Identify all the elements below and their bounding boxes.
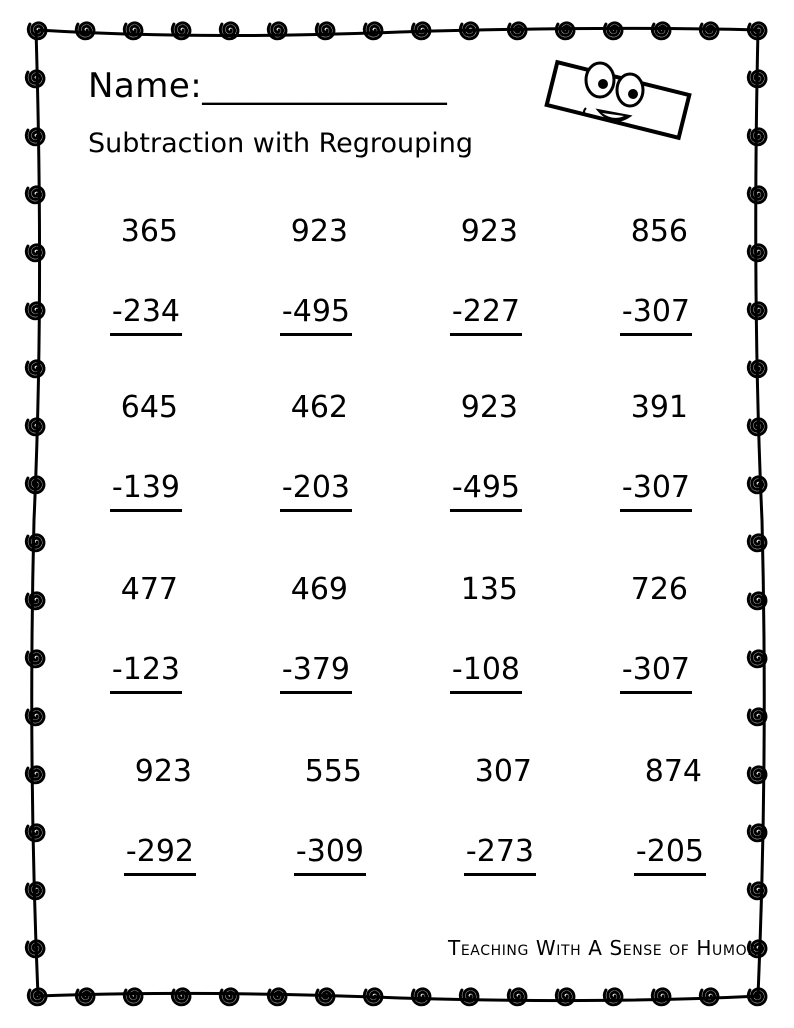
- swirl-icon: [460, 989, 478, 1005]
- worksheet-title: Subtraction with Regrouping: [88, 128, 473, 159]
- minuend: 923: [460, 390, 518, 425]
- swirl-icon: [700, 989, 718, 1005]
- minuend: 923: [460, 214, 518, 249]
- swirl-icon: [172, 23, 190, 39]
- swirl-icon: [748, 361, 766, 377]
- minuend: 462: [290, 390, 348, 425]
- swirl-icon: [26, 651, 44, 667]
- subtrahend: -495: [280, 292, 352, 336]
- swirl-icon: [748, 129, 766, 145]
- swirl-icon: [748, 593, 766, 609]
- swirl-icon: [460, 23, 478, 39]
- subtrahend: -108: [450, 650, 522, 694]
- swirl-icon: [364, 989, 382, 1005]
- swirl-icon: [220, 23, 238, 39]
- minuend: 307: [474, 754, 532, 789]
- swirl-icon: [748, 535, 766, 551]
- subtraction-problem: [60, 212, 200, 336]
- swirl-icon: [26, 361, 44, 377]
- subtrahend: -307: [620, 468, 692, 512]
- swirl-icon: [508, 23, 526, 39]
- subtraction-problem: [230, 212, 370, 336]
- swirl-icon: [26, 477, 44, 493]
- subtrahend: -234: [110, 292, 182, 336]
- subtrahend: -307: [620, 292, 692, 336]
- swirl-icon: [604, 989, 622, 1005]
- subtraction-problem: [570, 388, 710, 512]
- subtrahend: -307: [620, 650, 692, 694]
- subtrahend: -123: [110, 650, 182, 694]
- subtrahend: -309: [294, 832, 366, 876]
- subtraction-problem: [400, 388, 540, 512]
- swirl-icon: [700, 23, 718, 39]
- swirl-icon: [556, 23, 574, 39]
- subtraction-problem: [74, 752, 214, 876]
- swirl-icon: [76, 989, 94, 1005]
- minuend: 726: [630, 572, 688, 607]
- swirl-icon: [748, 303, 766, 319]
- subtraction-problem: [584, 752, 724, 876]
- minuend: 645: [120, 390, 178, 425]
- minuend: 874: [644, 754, 702, 789]
- subtrahend: -227: [450, 292, 522, 336]
- subtraction-problem: [60, 388, 200, 512]
- swirl-icon: [748, 187, 766, 203]
- swirl-icon: [172, 989, 190, 1005]
- swirl-icon: [748, 71, 766, 87]
- minuend: 555: [304, 754, 362, 789]
- swirl-icon: [26, 941, 44, 957]
- subtrahend: -139: [110, 468, 182, 512]
- swirl-icon: [124, 23, 142, 39]
- swirl-icon: [26, 767, 44, 783]
- swirl-icon: [26, 187, 44, 203]
- swirl-icon: [268, 989, 286, 1005]
- swirl-icon: [748, 883, 766, 899]
- subtraction-problem: [230, 388, 370, 512]
- swirl-icon: [26, 535, 44, 551]
- swirl-icon: [748, 709, 766, 725]
- subtraction-problem: [400, 212, 540, 336]
- subtrahend: -205: [634, 832, 706, 876]
- swirl-icon: [26, 71, 44, 87]
- swirl-icon: [748, 825, 766, 841]
- swirl-icon: [748, 23, 766, 39]
- smiling-rectangle-mascot-icon: [538, 50, 698, 150]
- minuend: 365: [120, 214, 178, 249]
- swirl-icon: [412, 23, 430, 39]
- subtrahend: -379: [280, 650, 352, 694]
- swirl-icon: [412, 989, 430, 1005]
- swirl-icon: [748, 245, 766, 261]
- subtraction-problem: [400, 570, 540, 694]
- minuend: 469: [290, 572, 348, 607]
- subtraction-problem: [60, 570, 200, 694]
- subtraction-problem: [414, 752, 554, 876]
- swirl-icon: [28, 989, 46, 1005]
- swirl-icon: [748, 419, 766, 435]
- swirl-icon: [26, 709, 44, 725]
- swirl-icon: [604, 23, 622, 39]
- subtraction-problem: [570, 570, 710, 694]
- swirl-icon: [76, 23, 94, 39]
- swirl-icon: [26, 593, 44, 609]
- subtraction-problem: [244, 752, 384, 876]
- swirl-icon: [26, 129, 44, 145]
- swirl-icon: [26, 245, 44, 261]
- subtraction-problem: [230, 570, 370, 694]
- swirl-icon: [26, 419, 44, 435]
- swirl-icon: [26, 883, 44, 899]
- minuend: 477: [120, 572, 178, 607]
- subtraction-problem: [570, 212, 710, 336]
- swirl-icon: [220, 989, 238, 1005]
- swirl-icon: [556, 989, 574, 1005]
- swirl-icon: [26, 825, 44, 841]
- border-line: [756, 30, 765, 996]
- minuend: 923: [134, 754, 192, 789]
- swirl-icon: [364, 23, 382, 39]
- subtrahend: -292: [124, 832, 196, 876]
- subtrahend: -203: [280, 468, 352, 512]
- border-line: [32, 30, 40, 996]
- swirl-icon: [748, 989, 766, 1005]
- swirl-icon: [28, 23, 46, 39]
- subtrahend: -273: [464, 832, 536, 876]
- swirl-icon: [316, 23, 334, 39]
- subtrahend: -495: [450, 468, 522, 512]
- minuend: 923: [290, 214, 348, 249]
- swirl-icon: [748, 651, 766, 667]
- minuend: 856: [630, 214, 688, 249]
- minuend: 135: [460, 572, 518, 607]
- swirl-icon: [508, 989, 526, 1005]
- swirl-icon: [316, 989, 334, 1005]
- swirl-icon: [748, 767, 766, 783]
- swirl-icon: [124, 989, 142, 1005]
- swirl-icon: [26, 303, 44, 319]
- name-field-label: Name:______________: [88, 66, 448, 106]
- swirl-icon: [652, 989, 670, 1005]
- swirl-icon: [652, 23, 670, 39]
- swirl-icon: [268, 23, 286, 39]
- author-credit: Teaching With A Sense of Humor: [448, 936, 758, 960]
- minuend: 391: [630, 390, 688, 425]
- swirl-icon: [748, 477, 766, 493]
